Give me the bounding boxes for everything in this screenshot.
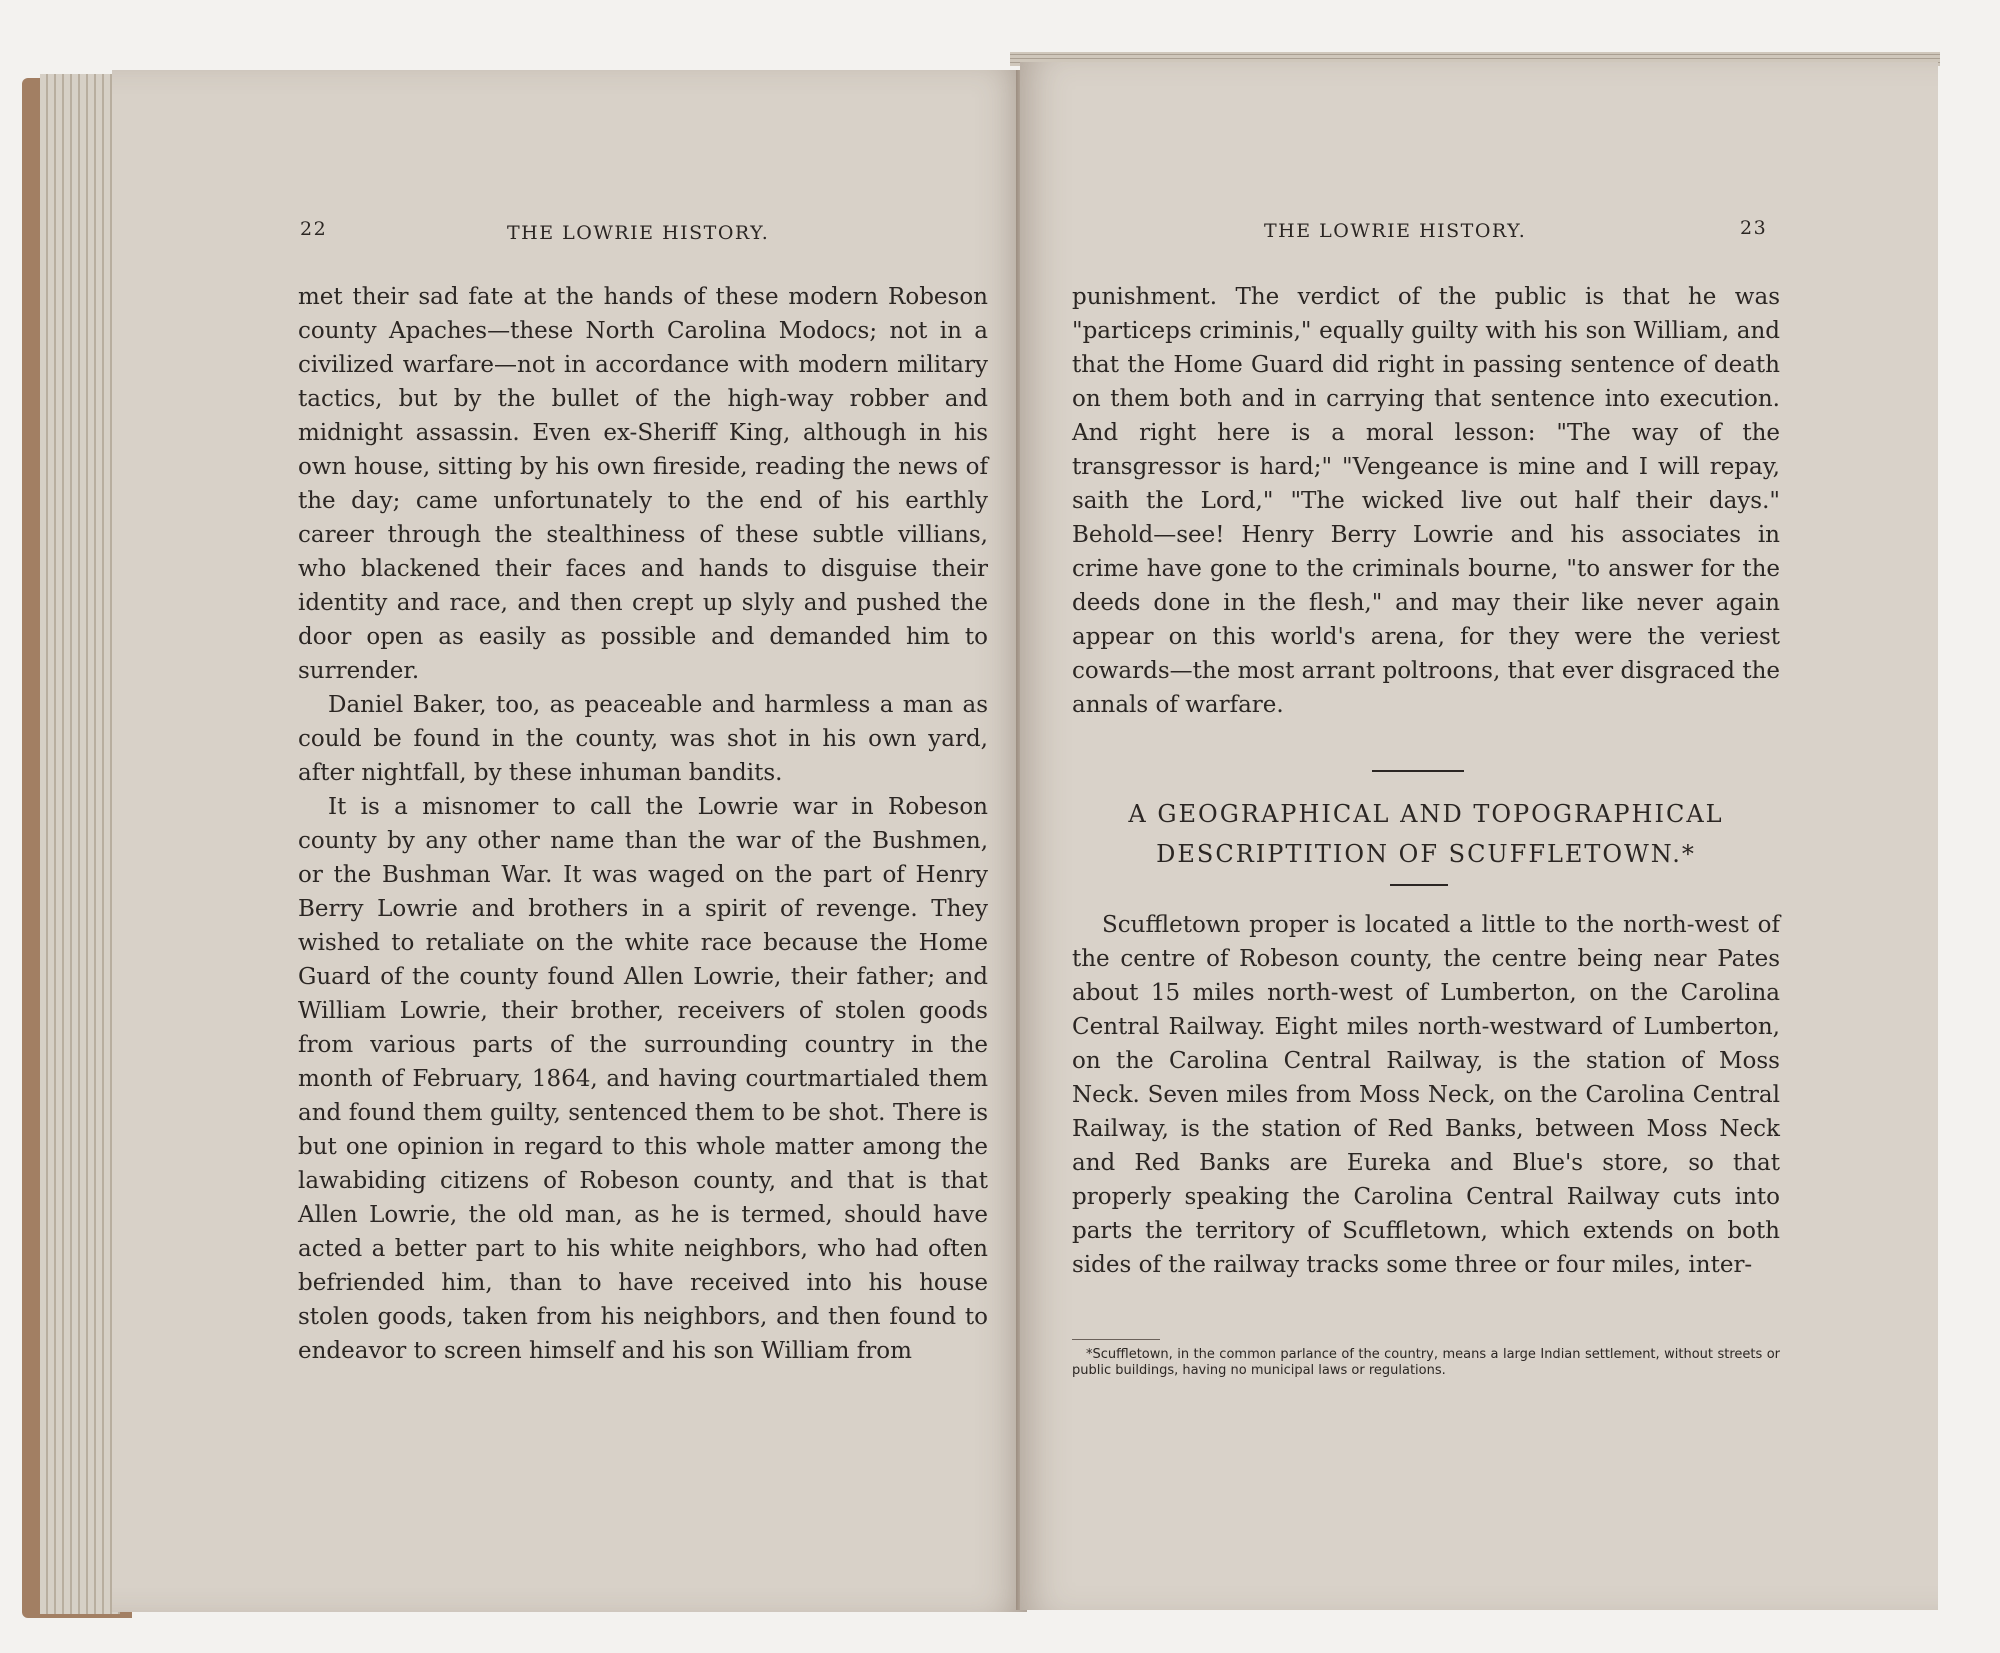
page-stack (40, 74, 120, 1614)
left-page-number: 22 (300, 218, 328, 240)
section-title-line-2: DESCRIPTITION OF SCUFFLETOWN.* (1156, 840, 1696, 868)
right-page (1020, 62, 1938, 1610)
left-text-block (298, 280, 988, 1368)
section-title-line-1: A GEOGRAPHICAL AND TOPOGRAPHICAL (1128, 800, 1724, 828)
right-page-number: 23 (1740, 217, 1768, 239)
footnote: *Scuffletown, in the common parlance of the country, means a large Indian settlement, without streets or public buildings, having no municipal laws or regulations. (1072, 1347, 1780, 1378)
right-text-block-top (1072, 280, 1780, 722)
paragraph: met their sad fate at the hands of these modern Robeson county Apaches—these North Carolina Modocs; not in a civilized warfare—not in accordance with modern military tactics, but by the bullet of the high-way robber and midnight assassin. Even ex-Sheriff King, although in his own house, sitting by his own fireside, reading the news of the day; came unfortunately to the end of his earthly career through the stealthiness of these subtle villians, who blackened their faces and hands to disguise their identity and race, and then crept up slyly and pushed the door open as easily as possible and demanded him to surrender. (298, 284, 988, 684)
left-page (112, 70, 1027, 1612)
left-running-head: THE LOWRIE HISTORY. (507, 222, 770, 244)
right-text-block-bottom (1072, 908, 1780, 1282)
footnote-rule (1072, 1339, 1160, 1340)
section-rule-bottom (1390, 884, 1448, 886)
section-rule-top (1372, 770, 1464, 772)
paragraph: Daniel Baker, too, as peaceable and harmless a man as could be found in the county, was shot in his own yard, after nightfall, by these inhuman bandits. (298, 692, 988, 786)
paragraph: Scuffletown proper is located a little to the north-west of the centre of Robeson county, the centre being near Pates about 15 miles north-west of Lumberton, on the Carolina Central Railway. Eight miles north-westward of Lumberton, on the Carolina Central Railway, is the station of Moss Neck. Seven miles from Moss Neck, on the Carolina Central Railway, is the station of Red Banks, between Moss Neck and Red Banks are Eureka and Blue's store, so that properly speaking the Carolina Central Railway cuts into parts the territory of Scuffletown, which extends on both sides of the railway tracks some three or four miles, inter- (1072, 912, 1780, 1278)
paragraph: It is a misnomer to call the Lowrie war in Robeson county by any other name than the war of the Bushmen, or the Bushman War. It was waged on the part of Henry Berry Lowrie and brothers in a spirit of revenge. They wished to retaliate on the white race because the Home Guard of the county found Allen Lowrie, their father; and William Lowrie, their brother, receivers of stolen goods from various parts of the surrounding country in the month of February, 1864, and having courtmartialed them and found them guilty, sentenced them to be shot. There is but one opinion in regard to this whole matter among the lawabiding citizens of Robeson county, and that is that Allen Lowrie, the old man, as he is termed, should have acted a better part to his white neighbors, who had often befriended him, than to have received into his house stolen goods, taken from his neighbors, and then found to endeavor to screen himself and his son William from (298, 794, 988, 1364)
right-running-head: THE LOWRIE HISTORY. (1264, 220, 1527, 242)
paragraph: punishment. The verdict of the public is that he was "particeps criminis," equally guilty with his son William, and that the Home Guard did right in passing sentence of death on them both and in carrying that sentence into execution. And right here is a moral lesson: "The way of the transgressor is hard;" "Vengeance is mine and I will repay, saith the Lord," "The wicked live out half their days." Behold—see! Henry Berry Lowrie and his associates in crime have gone to the criminals bourne, "to answer for the deeds done in the flesh," and may their like never again appear on this world's arena, for they were the veriest cowards—the most arrant poltroons, that ever disgraced the annals of warfare. (1072, 284, 1780, 718)
